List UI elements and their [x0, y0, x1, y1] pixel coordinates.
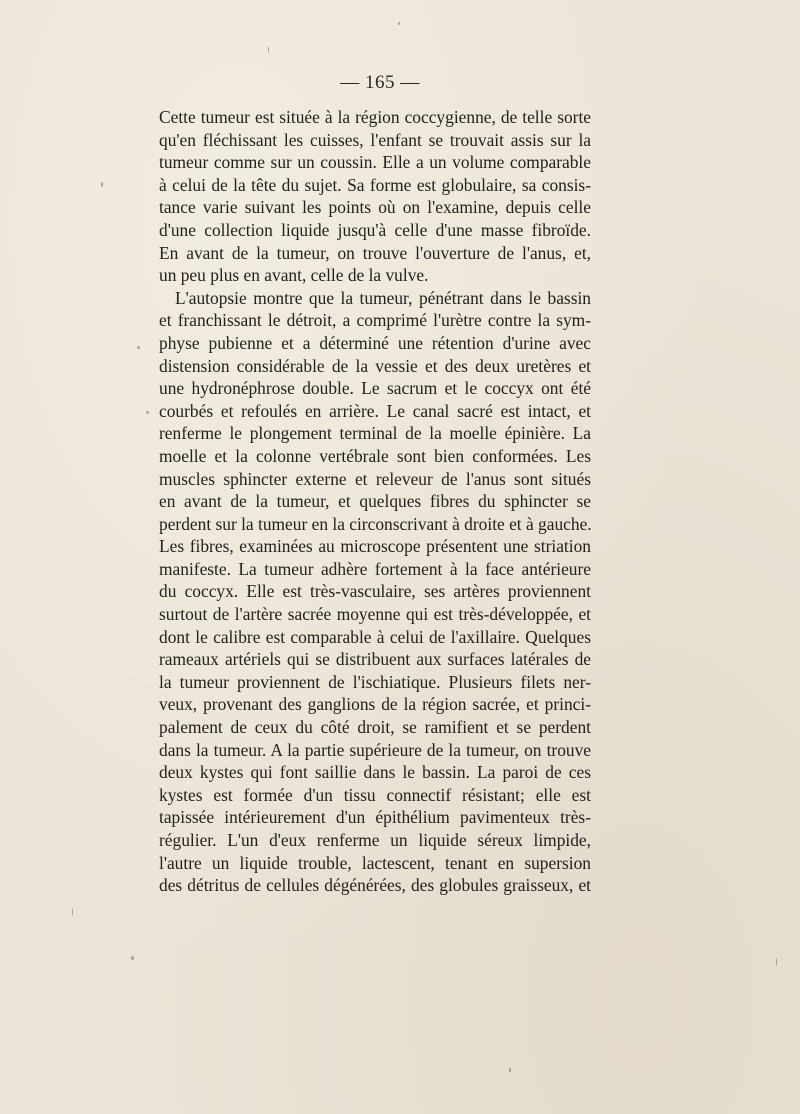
text-line: moelle et la colonne vertébrale sont bien conformées. Les: [159, 445, 591, 466]
text-line: kystes est formée d'un tissu connectif résistant; elle est: [159, 784, 591, 805]
paper-speck: [137, 346, 140, 349]
text-line: En avant de la tumeur, on trouve l'ouverture de l'anus, et,: [159, 242, 591, 263]
paper-speck: [72, 908, 73, 916]
body-text: [159, 106, 591, 897]
text-line: surtout de l'artère sacrée moyenne qui est très-développée, et: [159, 604, 591, 625]
page-number: — 165 —: [340, 72, 420, 93]
text-line: tance varie suivant les points où on l'examine, depuis celle: [159, 197, 591, 218]
text-line: régulier. L'un d'eux renferme un liquide séreux limpide,: [159, 830, 591, 850]
text-line: tapissée intérieurement d'un épithélium pavimenteux très-: [159, 807, 591, 828]
text-line: courbés et refoulés en arrière. Le canal sacré est intact, et: [159, 400, 591, 421]
text-line: en avant de la tumeur, et quelques fibres du sphincter se: [159, 491, 591, 512]
paper-speck: [776, 958, 777, 966]
paper-speck: [146, 411, 149, 414]
paper-speck: [131, 956, 134, 960]
text-line: muscles sphincter externe et releveur de l'anus sont situés: [159, 468, 591, 489]
text-line: veux, provenant des ganglions de la région sacrée, et princi-: [159, 694, 591, 715]
text-line: une hydronéphrose double. Le sacrum et le coccyx ont été: [159, 378, 591, 399]
text-line: distension considérable de la vessie et des deux uretères et: [159, 355, 591, 376]
text-line: et franchissant le détroit, a comprimé l'urètre contre la sym-: [159, 310, 591, 331]
paper-speck: [509, 1068, 511, 1072]
text-line: physe pubienne et a déterminé une rétention d'urine avec: [159, 332, 591, 353]
text-line: l'autre un liquide trouble, lactescent, tenant en supersion: [159, 852, 591, 873]
text-line: à celui de la tête du sujet. Sa forme est globulaire, sa consis-: [159, 174, 591, 195]
text-line: du coccyx. Elle est très-vasculaire, ses artères proviennent: [159, 581, 591, 602]
text-line: d'une collection liquide jusqu'à celle d'une masse fibroïde.: [159, 219, 591, 240]
text-line: manifeste. La tumeur adhère fortement à la face antérieure: [159, 558, 591, 579]
text-line: tumeur comme sur un coussin. Elle a un volume comparable: [159, 152, 591, 173]
text-line: L'autopsie montre que la tumeur, pénétrant dans le bassin: [175, 287, 591, 308]
paper-speck: [101, 182, 103, 187]
text-line: dans la tumeur. A la partie supérieure de la tumeur, on trouve: [159, 739, 591, 760]
paper-speck: [268, 46, 269, 53]
text-line: Les fibres, examinées au microscope présentent une striation: [159, 536, 591, 557]
text-line: un peu plus en avant, celle de la vulve.: [159, 265, 429, 286]
text-line: renferme le plongement terminal de la moelle épinière. La: [159, 423, 591, 444]
text-line: deux kystes qui font saillie dans le bassin. La paroi de ces: [159, 762, 591, 783]
text-line: Cette tumeur est située à la région coccygienne, de telle sorte: [159, 107, 591, 127]
text-line: qu'en fléchissant les cuisses, l'enfant se trouvait assis sur la: [159, 129, 591, 150]
text-line: dont le calibre est comparable à celui de l'axillaire. Quelques: [159, 626, 591, 647]
text-line: la tumeur proviennent de l'ischiatique. Plusieurs filets ner-: [159, 671, 591, 692]
text-line: rameaux artériels qui se distribuent aux surfaces latérales de: [159, 649, 591, 670]
text-line: des détritus de cellules dégénérées, des globules graisseux, et: [159, 875, 591, 896]
text-line: palement de ceux du côté droit, se ramifient et se perdent: [159, 717, 591, 738]
text-line: perdent sur la tumeur en la circonscrivant à droite et à gauche.: [159, 513, 592, 534]
paper-speck: [398, 22, 400, 25]
